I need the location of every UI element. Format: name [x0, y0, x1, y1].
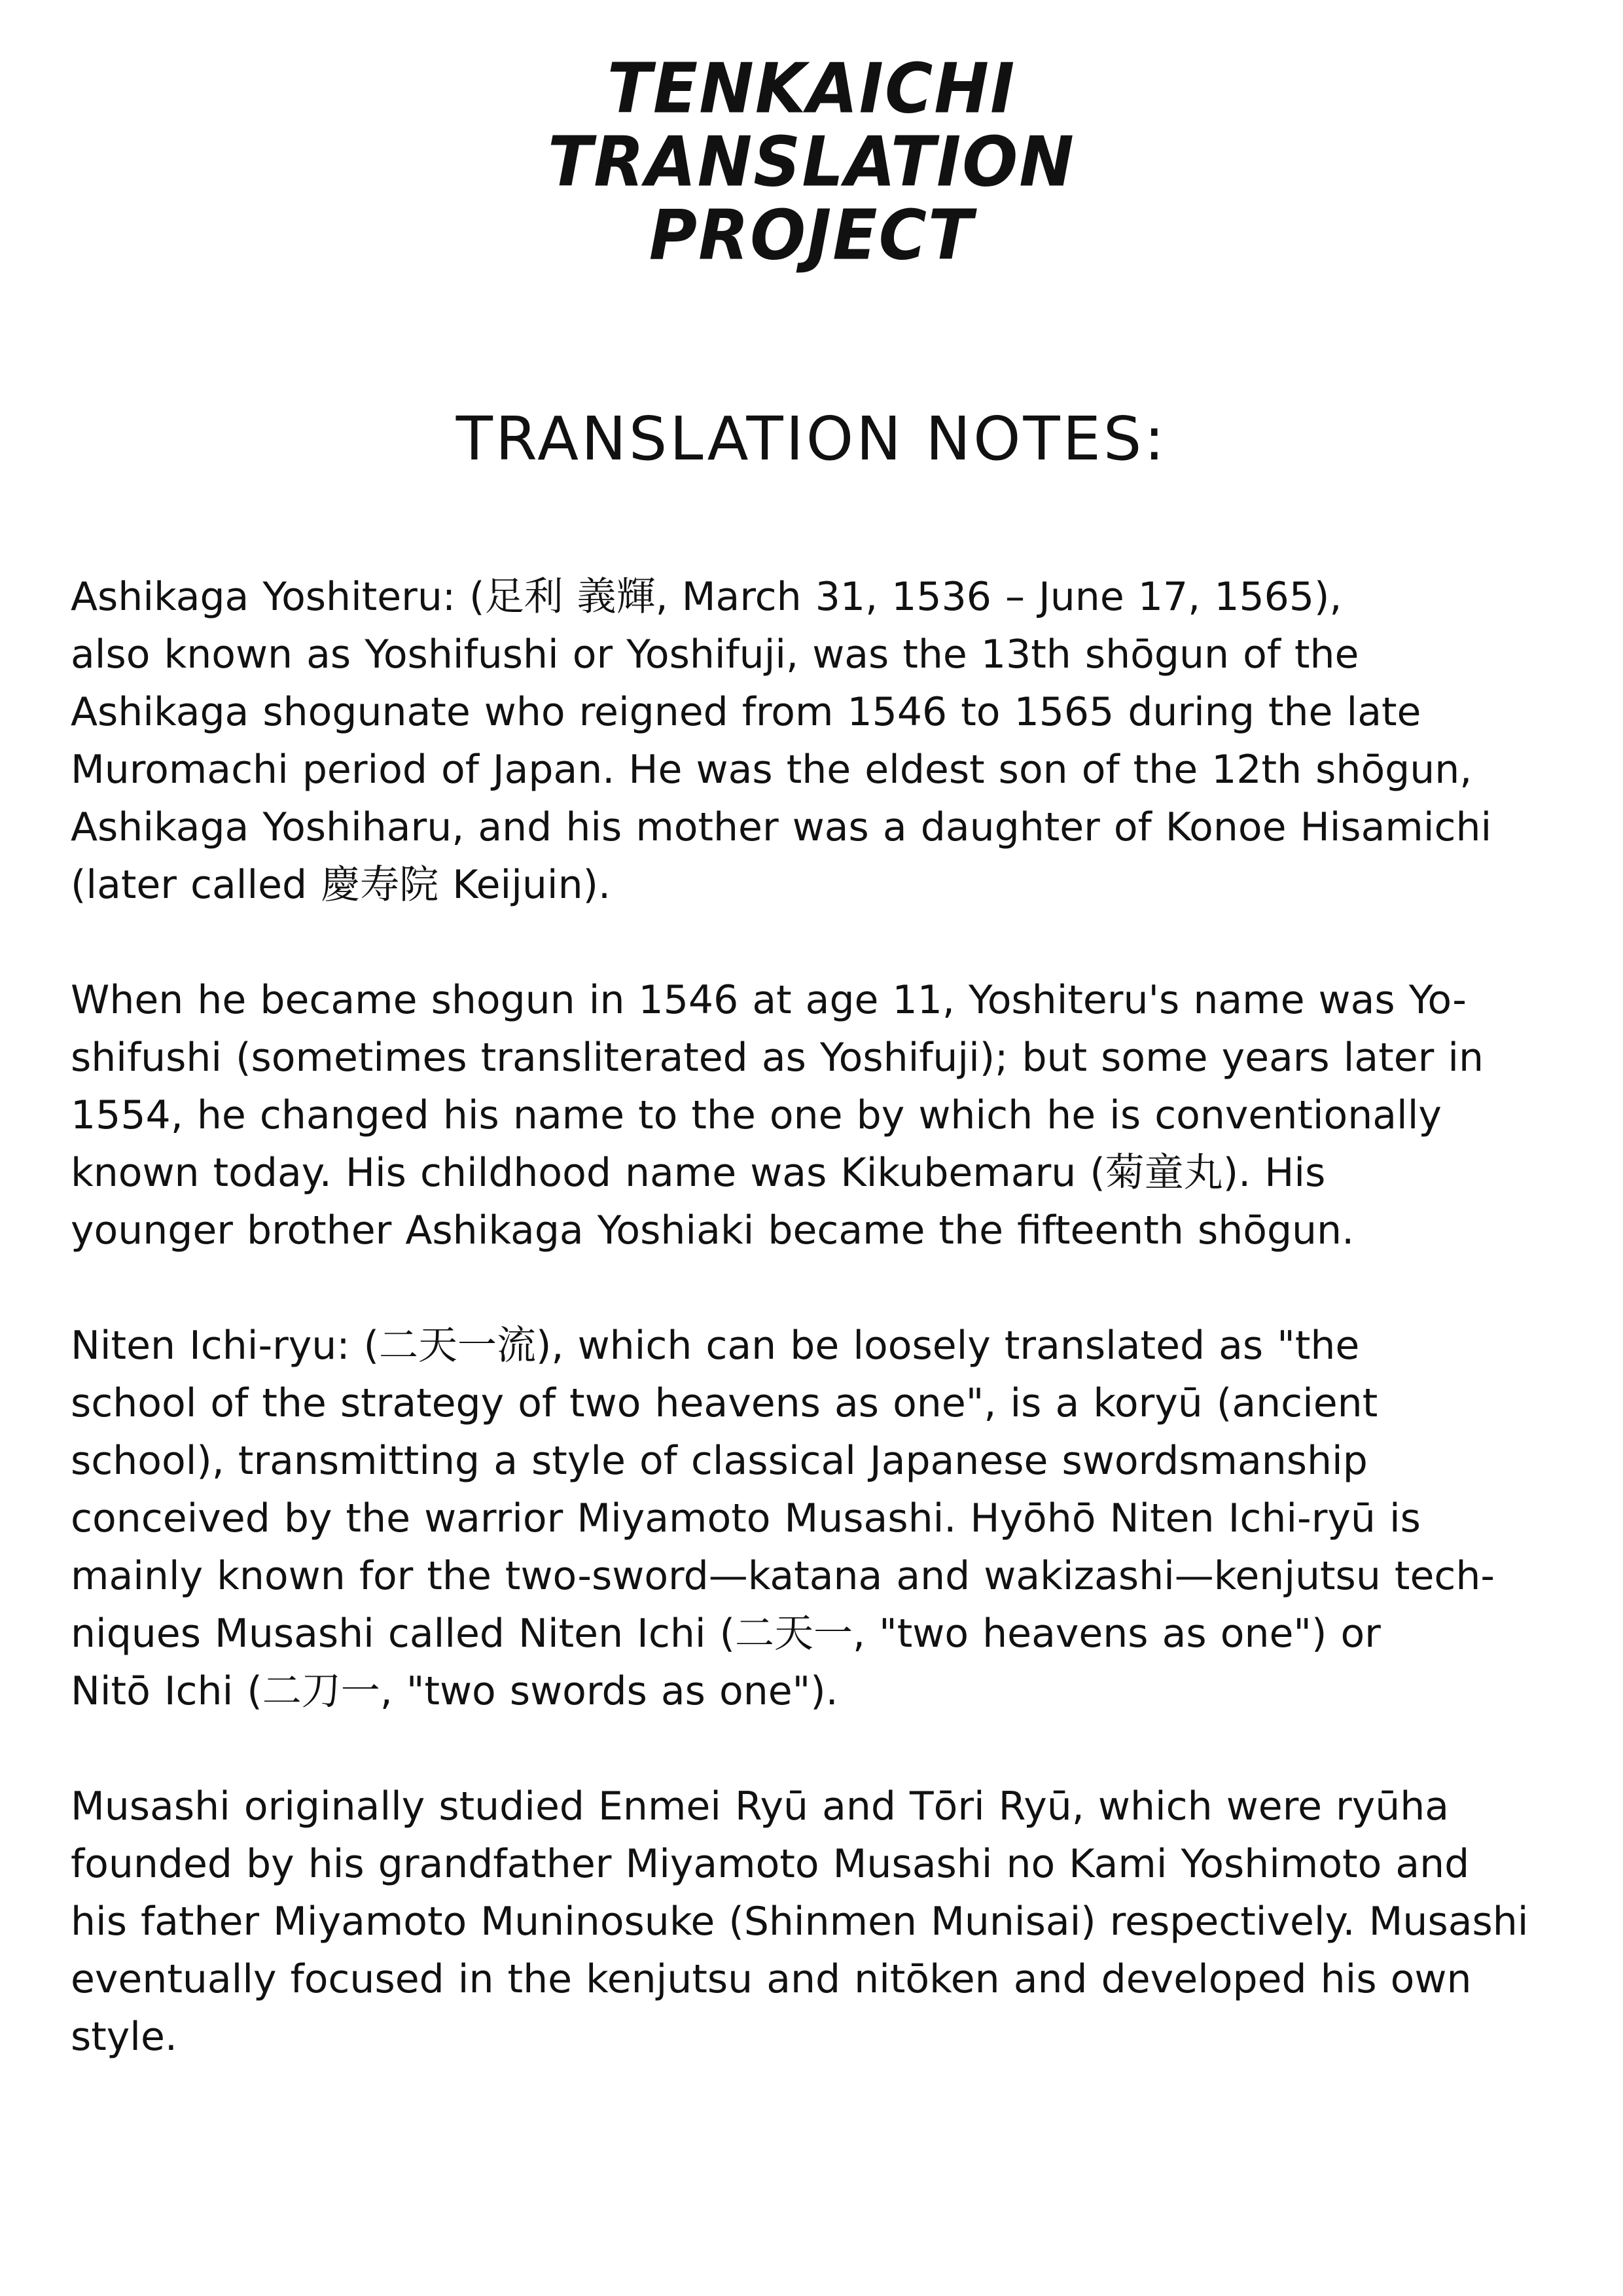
note-ashikaga-yoshiteru: [71, 568, 1569, 914]
note-line: school of the strategy of two heavens as one", is a koryū (ancient: [71, 1380, 1378, 1426]
title-line: TRANSLATION: [548, 122, 1075, 202]
note-niten-ichi-ryu: [71, 1317, 1569, 1720]
note-line: 1554, he changed his name to the one by which he is conventionally: [71, 1092, 1442, 1138]
note-line: his father Miyamoto Muninosuke (Shinmen Munisai) respectively. Musashi: [71, 1899, 1529, 1945]
notes-heading: TRANSLATION NOTES:: [455, 404, 1168, 474]
note-line: Ashikaga shogunate who reigned from 1546 to 1565 during the late: [71, 689, 1421, 735]
note-line: Ashikaga Yoshiteru: (足利 義輝, March 31, 1536 – June 17, 1565),: [71, 574, 1342, 620]
note-line: Ashikaga Yoshiharu, and his mother was a daughter of Konoe Hisamichi: [71, 804, 1492, 850]
title-line: TENKAICHI: [607, 48, 1016, 129]
project-title: [0, 48, 1623, 276]
note-line: mainly known for the two-sword—katana and wakizashi—kenjutsu tech-: [71, 1553, 1495, 1599]
note-line: known today. His childhood name was Kikubemaru (菊童丸). His: [71, 1150, 1326, 1196]
note-line: When he became shogun in 1546 at age 11, Yoshiteru's name was Yo-: [71, 977, 1467, 1023]
title-line: PROJECT: [649, 195, 974, 276]
note-line: (later called 慶寿院 Keijuin).: [71, 862, 611, 908]
note-line: founded by his grandfather Miyamoto Musashi no Kami Yoshimoto and: [71, 1841, 1470, 1887]
note-line: style.: [71, 2014, 177, 2060]
note-line: Niten Ichi-ryu: (二天一流), which can be loosely translated as "the: [71, 1323, 1360, 1369]
note-line: younger brother Ashikaga Yoshiaki became the fifteenth shōgun.: [71, 1208, 1355, 1253]
note-line: conceived by the warrior Miyamoto Musashi. Hyōhō Niten Ichi-ryū is: [71, 1496, 1421, 1541]
note-line: also known as Yoshifushi or Yoshifuji, was the 13th shōgun of the: [71, 632, 1359, 677]
note-line: school), transmitting a style of classical Japanese swordsmanship: [71, 1438, 1368, 1484]
note-line: niques Musashi called Niten Ichi (二天一, "two heavens as one") or: [71, 1611, 1381, 1657]
note-line: Musashi originally studied Enmei Ryū and Tōri Ryū, which were ryūha: [71, 1784, 1450, 1829]
note-line: eventually focused in the kenjutsu and nitōken and developed his own: [71, 1956, 1472, 2002]
notes-body: [71, 568, 1569, 2123]
note-shogun-name: [71, 971, 1569, 1259]
note-line: Muromachi period of Japan. He was the eldest son of the 12th shōgun,: [71, 747, 1472, 793]
note-line: Nitō Ichi (二刀一, "two swords as one").: [71, 1668, 838, 1714]
note-line: shifushi (sometimes transliterated as Yoshifuji); but some years later in: [71, 1035, 1484, 1081]
note-musashi-training: [71, 1778, 1569, 2066]
